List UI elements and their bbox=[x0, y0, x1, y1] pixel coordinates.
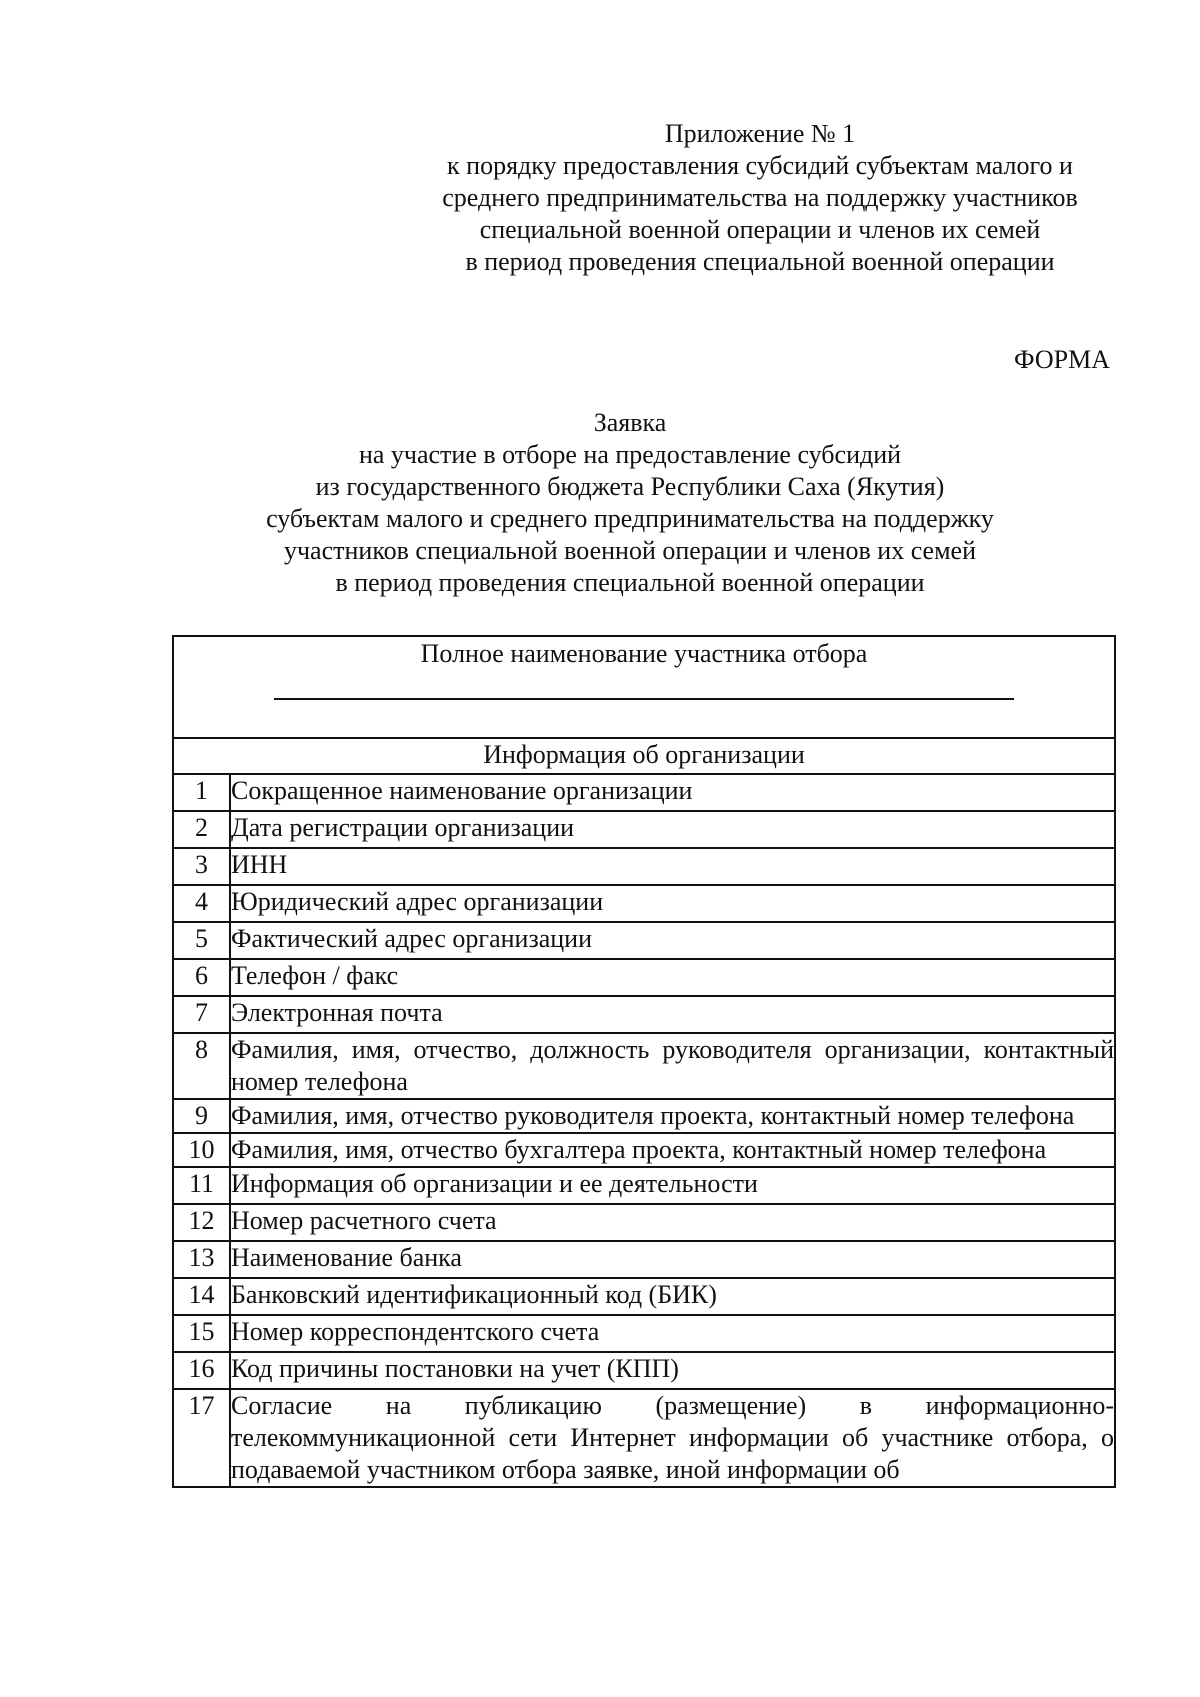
table-row bbox=[173, 1167, 1115, 1204]
form-label: ФОРМА bbox=[1014, 345, 1110, 374]
title-line: субъектам малого и среднего предпринимательства на поддержку bbox=[266, 504, 994, 533]
table-row bbox=[173, 1099, 1115, 1133]
row-number: 13 bbox=[173, 1241, 230, 1278]
row-text: Фактический адрес организации bbox=[230, 922, 1115, 959]
table-row bbox=[173, 811, 1115, 848]
table-row bbox=[173, 922, 1115, 959]
row-number: 12 bbox=[173, 1204, 230, 1241]
row-number: 1 bbox=[173, 774, 230, 811]
table-row bbox=[173, 1241, 1115, 1278]
appendix-line: Приложение № 1 bbox=[664, 119, 856, 148]
table-row bbox=[173, 848, 1115, 885]
appendix-line: в период проведения специальной военной операции bbox=[465, 247, 1055, 276]
row-text: Фамилия, имя, отчество руководителя проекта, контактный номер телефона bbox=[230, 1099, 1115, 1133]
row-text: Банковский идентификационный код (БИК) bbox=[230, 1278, 1115, 1315]
row-text: Наименование банка bbox=[230, 1241, 1115, 1278]
appendix-header bbox=[410, 118, 1110, 278]
table-row bbox=[173, 1133, 1115, 1167]
application-table bbox=[172, 635, 1116, 1488]
row-number: 3 bbox=[173, 848, 230, 885]
table-row bbox=[173, 885, 1115, 922]
row-text: Юридический адрес организации bbox=[230, 885, 1115, 922]
appendix-line: к порядку предоставления субсидий субъектам малого и bbox=[447, 151, 1073, 180]
title-line: участников специальной военной операции и членов их семей bbox=[283, 536, 977, 565]
document-title bbox=[190, 407, 1070, 599]
row-text: ИНН bbox=[230, 848, 1115, 885]
row-number: 4 bbox=[173, 885, 230, 922]
row-text: Информация об организации и ее деятельности bbox=[230, 1167, 1115, 1204]
section-header: Информация об организации bbox=[173, 738, 1115, 774]
title-line: в период проведения специальной военной операции bbox=[335, 568, 925, 597]
full-name-label: Полное наименование участника отбора bbox=[420, 639, 868, 668]
title-line: на участие в отборе на предоставление субсидий bbox=[358, 440, 902, 469]
appendix-line: специальной военной операции и членов их семей bbox=[479, 215, 1041, 244]
row-text: Код причины постановки на учет (КПП) bbox=[230, 1352, 1115, 1389]
table-row bbox=[173, 774, 1115, 811]
row-text: Электронная почта bbox=[230, 996, 1115, 1033]
table-row bbox=[173, 1033, 1115, 1099]
row-text: Номер расчетного счета bbox=[230, 1204, 1115, 1241]
table-row bbox=[173, 1389, 1115, 1487]
table-row bbox=[173, 1204, 1115, 1241]
row-text: Фамилия, имя, отчество бухгалтера проекта, контактный номер телефона bbox=[230, 1133, 1115, 1167]
row-number: 11 bbox=[173, 1167, 230, 1204]
table-row bbox=[173, 1352, 1115, 1389]
table-row bbox=[173, 959, 1115, 996]
table-row bbox=[173, 1278, 1115, 1315]
row-number: 8 bbox=[173, 1033, 230, 1099]
appendix-line: среднего предпринимательства на поддержку участников bbox=[442, 183, 1078, 212]
row-number: 16 bbox=[173, 1352, 230, 1389]
row-number: 9 bbox=[173, 1099, 230, 1133]
row-number: 14 bbox=[173, 1278, 230, 1315]
row-number: 15 bbox=[173, 1315, 230, 1352]
row-text: Телефон / факс bbox=[230, 959, 1115, 996]
row-text: Согласие на публикацию (размещение) в информационно-телекоммуникационной сети Интернет информации об участнике отбора, о подаваемой участником отбора заявке, иной информации об bbox=[230, 1389, 1115, 1487]
title-line: из государственного бюджета Республики Саха (Якутия) bbox=[315, 472, 945, 501]
full-name-blank-line bbox=[274, 684, 1014, 700]
row-number: 2 bbox=[173, 811, 230, 848]
row-text: Номер корреспондентского счета bbox=[230, 1315, 1115, 1352]
row-text: Сокращенное наименование организации bbox=[230, 774, 1115, 811]
row-number: 6 bbox=[173, 959, 230, 996]
table-row bbox=[173, 1315, 1115, 1352]
table-row bbox=[173, 996, 1115, 1033]
title-line: Заявка bbox=[593, 408, 667, 437]
row-number: 5 bbox=[173, 922, 230, 959]
row-text: Фамилия, имя, отчество, должность руководителя организации, контактный номер телефона bbox=[230, 1033, 1115, 1099]
row-text: Дата регистрации организации bbox=[230, 811, 1115, 848]
row-number: 17 bbox=[173, 1389, 230, 1487]
row-number: 10 bbox=[173, 1133, 230, 1167]
full-name-cell bbox=[173, 636, 1115, 738]
row-number: 7 bbox=[173, 996, 230, 1033]
